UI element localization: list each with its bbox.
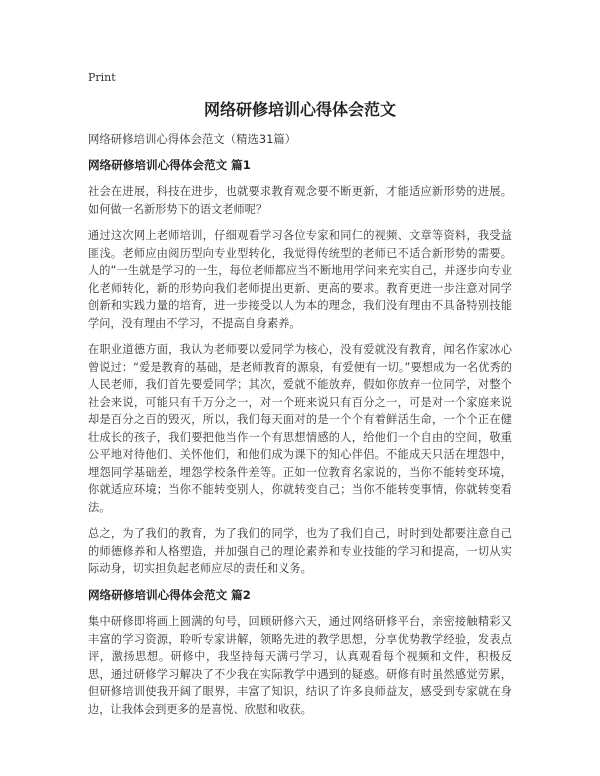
section-2 [88, 587, 512, 719]
section-heading: 网络研修培训心得体会范文 篇2 [88, 587, 251, 602]
print-link[interactable]: Print [88, 71, 116, 84]
paragraph: 在职业道德方面，我认为老师要以爱同学为核心，没有爱就没有教育，闻名作家冰心曾说过：“爱是教育的基础，是老师教育的源泉，有爱便有一切。”要想成为一名优秀的人民老师，我们首先要爱同学；其次，爱就不能放弃，假如你放弃一位同学，对整个社会来说，可能只有千万分之一，对一个班来说只有百分之一，可是对一个家庭来说却是百分之百的毁灭，所以，我们每天面对的是一个个有着鲜活生命，一个个正在健壮成长的孩子，我们要把他当作一个有思想情感的人，给他们一个自由的空间，敬重公平地对待他们、关怀他们，和他们成为课下的知心伴侣。不能成天只活在埋怨中，埋怨同学基础差，埋怨学校条件差等。正如一位教育名家说的，当你不能转变环境，你就适应环境；当你不能转变别人，你就转变自己；当你不能转变事情，你就转变看法。 [88, 343, 512, 514]
page-title: 网络研修培训心得体会范文 [203, 100, 396, 119]
document-body [88, 131, 512, 727]
paragraph: 总之，为了我们的教育，为了我们的同学，也为了我们自己，时时到处都要注意自己的师德修养和人格塑造，并加强自己的理论素养和专业技能的学习和提高，一切从实际动身，切实担负起老师应尽的责任和义务。 [88, 527, 512, 575]
paragraph: 通过这次网上老师培训，仔细观看学习各位专家和同仁的视频、文章等资料，我受益匪浅。老师应由阅历型向专业型转化，我觉得传统型的老师已不适合新形势的需要。人的“一生就是学习的一生，每位老师都应当不断地用学问来充实自己，并逐步向专业化老师转化，新的形势向我们老师提出更新、更高的要求。教育更进一步注意对同学创新和实践力量的培育，进一步接受以人为本的理念，我们没有理由不具备特别技能学问，没有理由不学习，不提高自身素养。 [88, 229, 512, 330]
paragraph: 集中研修即将画上圆满的句号，回顾研修六天，通过网络研修平台，亲密接触精彩又丰富的学习资源，聆听专家讲解，领略先进的教学思想，分享优势教学经验，发表点评，激扬思想。研修中，我坚持每天满弓学习，认真观看每个视频和文件，积极反思，通过研修学习解决了不少我在实际教学中遇到的疑惑。研修有时虽然感觉劳累，但研修培训使我开阔了眼界，丰富了知识，结识了许多良师益友，感受到专家就在身边，让我体会到更多的是喜悦、欣慰和收获。 [88, 615, 512, 716]
section-heading: 网络研修培训心得体会范文 篇1 [88, 157, 251, 172]
paragraph: 社会在进展，科技在进步，也就要求教育观念要不断更新，才能适应新形势的进展。如何做一名新形势下的语文老师呢？ [88, 185, 512, 216]
document-subtitle: 网络研修培训心得体会范文（精选31篇） [88, 132, 297, 146]
section-1 [88, 157, 512, 578]
